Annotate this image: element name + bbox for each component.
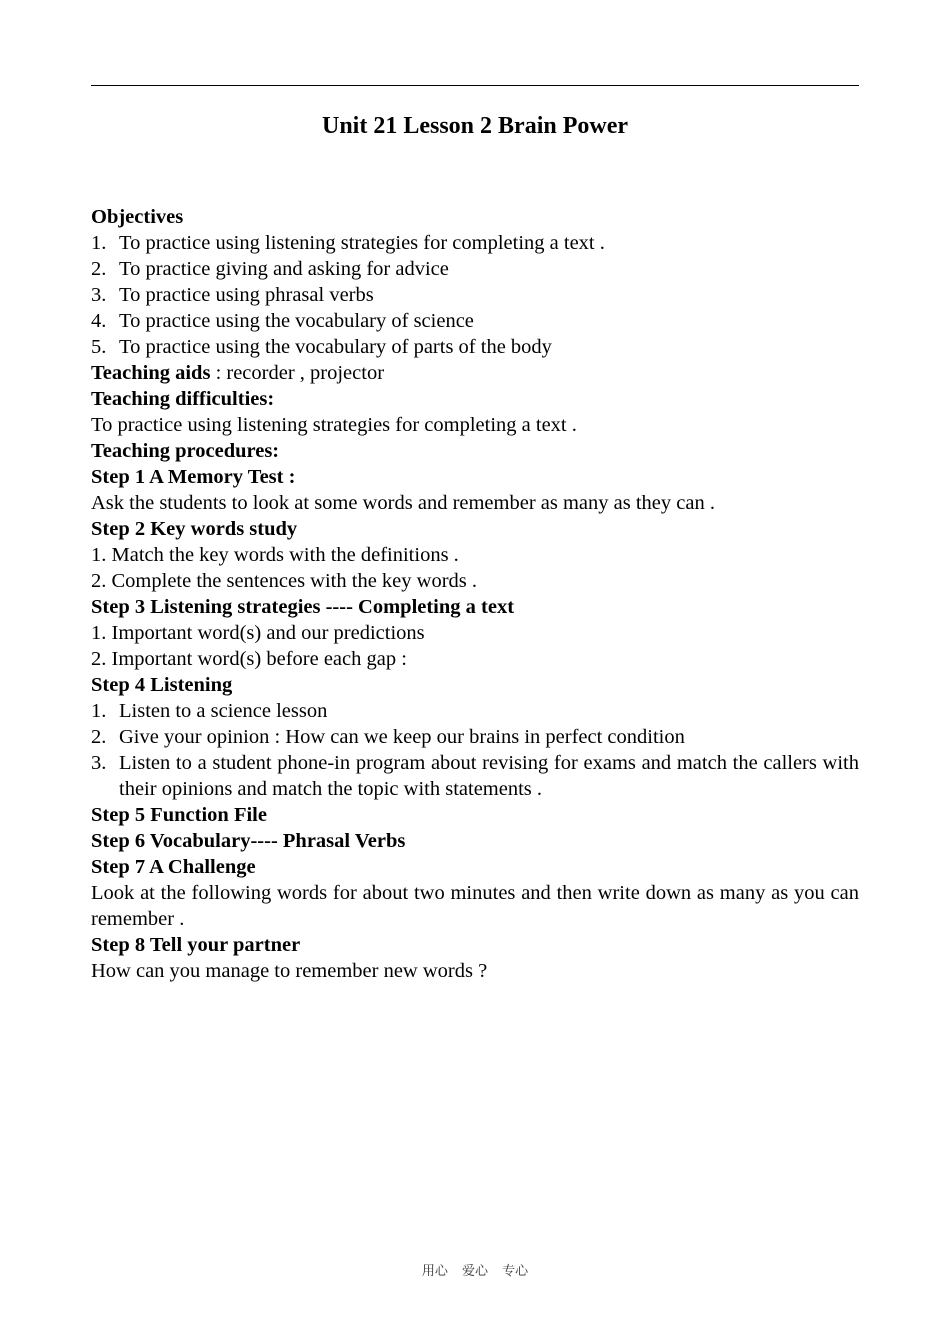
step-4-item-text: Listen to a science lesson — [119, 700, 328, 722]
step-3-line: 2. Important word(s) before each gap : — [91, 648, 407, 670]
step-3-heading: Step 3 Listening strategies ---- Completing a text — [91, 596, 515, 618]
step-2-heading: Step 2 Key words study — [91, 518, 298, 540]
objective-item — [91, 308, 859, 334]
objective-text: To practice using the vocabulary of science — [119, 310, 474, 332]
step-4-heading: Step 4 Listening — [91, 674, 233, 696]
step-1-text: Ask the students to look at some words and remember as many as they can . — [91, 492, 715, 514]
objective-text: To practice giving and asking for advice — [119, 258, 449, 280]
document-title: Unit 21 Lesson 2 Brain Power — [322, 113, 628, 139]
step-4-item-text: Listen to a student phone-in program about revising for exams and match the callers with their opinions and match the topic with statements . — [119, 752, 859, 800]
step-4-item-number: 1. — [91, 700, 107, 722]
objective-number: 5. — [91, 336, 107, 358]
page-footer: 用心 爱心 专心 — [421, 1264, 529, 1279]
document-body — [91, 204, 859, 984]
objective-text: To practice using phrasal verbs — [119, 284, 374, 306]
step-4-item-number: 3. — [91, 752, 107, 774]
step-4-item — [91, 724, 859, 750]
teaching-difficulties-text: To practice using listening strategies for completing a text . — [91, 414, 577, 436]
objective-number: 4. — [91, 310, 107, 332]
objective-item — [91, 230, 859, 256]
teaching-aids-value: : recorder , projector — [210, 362, 385, 384]
objective-number: 2. — [91, 258, 107, 280]
step-1-heading: Step 1 A Memory Test : — [91, 466, 296, 488]
objective-item — [91, 334, 859, 360]
step-2-line: 2. Complete the sentences with the key words . — [91, 570, 477, 592]
objective-number: 3. — [91, 284, 107, 306]
header-rule — [91, 85, 859, 86]
objective-item — [91, 282, 859, 308]
teaching-aids-label: Teaching aids — [91, 362, 211, 384]
teaching-procedures-label: Teaching procedures: — [91, 440, 280, 462]
step-8-text: How can you manage to remember new words ? — [91, 960, 488, 982]
step-6-heading: Step 6 Vocabulary---- Phrasal Verbs — [91, 830, 406, 852]
step-4-item — [91, 750, 859, 802]
step-4-item-text: Give your opinion : How can we keep our brains in perfect condition — [119, 726, 685, 748]
objective-number: 1. — [91, 232, 107, 254]
step-5-heading: Step 5 Function File — [91, 804, 267, 826]
objective-text: To practice using listening strategies for completing a text . — [119, 232, 605, 254]
objective-text: To practice using the vocabulary of parts of the body — [119, 336, 552, 358]
objectives-heading: Objectives — [91, 206, 184, 228]
step-7-heading: Step 7 A Challenge — [91, 856, 256, 878]
step-3-line: 1. Important word(s) and our predictions — [91, 622, 425, 644]
step-2-line: 1. Match the key words with the definitions . — [91, 544, 459, 566]
step-7-text: Look at the following words for about two minutes and then write down as many as you can remember . — [91, 882, 859, 930]
teaching-difficulties-label: Teaching difficulties: — [91, 388, 275, 410]
step-4-item — [91, 698, 859, 724]
teaching-aids — [91, 360, 859, 386]
step-8-heading: Step 8 Tell your partner — [91, 934, 301, 956]
objective-item — [91, 256, 859, 282]
step-4-item-number: 2. — [91, 726, 107, 748]
